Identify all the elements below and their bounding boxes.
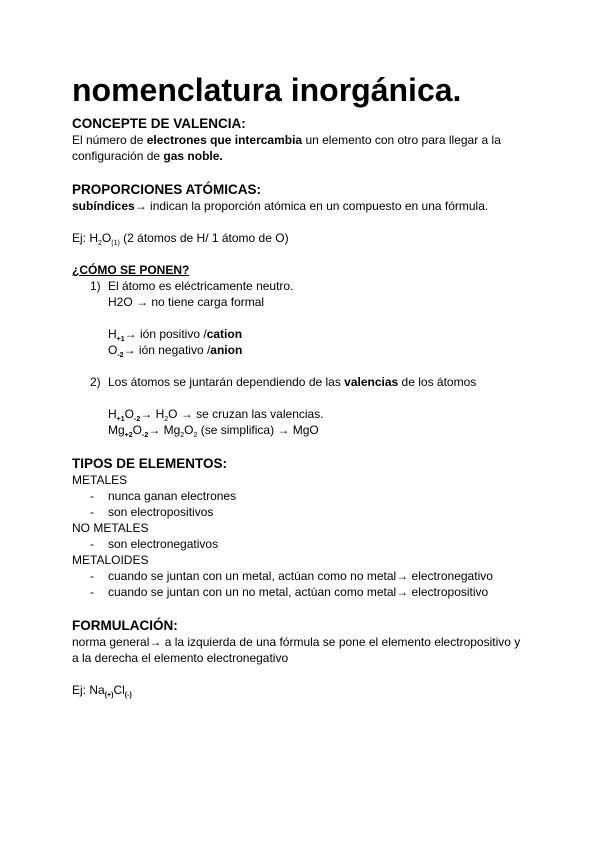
valence-example-1: $H_{+1}O_{-2}\to H_2O$ → se cruzan las valencias. (108, 407, 324, 423)
document-page (72, 70, 532, 698)
tipos-heading: TIPOS DE ELEMENTOS: (72, 456, 228, 471)
como-item-1: 1) El átomo es eléctricamente neutro. (90, 279, 294, 293)
nometales-label: NO METALES (72, 521, 149, 535)
como-item-2: 2) Los átomos se juntarán dependiendo de las valencias de los átomos (90, 375, 477, 389)
list-item: - cuando se juntan con un metal, actúan como no metal→ electronegativo (90, 569, 493, 583)
valence-example-2: $Mg_{+2}O_{-2}\to Mg_2O_2$ (se simplifica) → MgO (108, 423, 319, 439)
formulacion-line-2: a la derecha el elemento electronegativo (72, 651, 289, 665)
proporciones-example: Ej: $H_2O_{(1)}$ (2 átomos de H/ 1 átomo de O) (72, 231, 289, 247)
cation-line: $H_{+1}\to$ ión positivo /cation (108, 327, 243, 343)
subindices-line: subíndices→ indican la proporción atómica en un compuesto en una fórmula. (72, 199, 489, 213)
formulacion-line-1: norma general→ a la izquierda de una fórmula se pone el elemento electropositivo y (72, 635, 521, 649)
formulacion-example: Ej: $Na_{(+)}Cl_{(-)}$ (72, 683, 132, 699)
valencia-line-2: configuración de gas noble. (72, 149, 223, 163)
metales-label: METALES (72, 473, 128, 487)
proporciones-heading: PROPORCIONES ATÓMICAS: (72, 182, 262, 197)
list-item: - son electronegativos (90, 537, 219, 551)
metaloides-label: METALOIDES (72, 553, 149, 567)
formulacion-heading: FORMULACIÓN: (72, 618, 178, 633)
valencia-line-1: El número de electrones que intercambia un elemento con otro para llegar a la (72, 133, 501, 147)
list-item: - cuando se juntan con un no metal, actúan como metal→ electropositivo (90, 585, 489, 599)
anion-line: $O_{-2}\to$ ión negativo /anion (108, 343, 243, 359)
list-item: - nunca ganan electrones (90, 489, 237, 503)
como-item-1-line-2: H2O → no tiene carga formal (108, 295, 265, 309)
como-heading: ¿CÓMO SE PONEN? (72, 263, 190, 277)
list-item: - son electropositivos (90, 505, 214, 519)
page-title: nomenclatura inorgánica. (72, 72, 462, 108)
valencia-heading: CONCEPTE DE VALENCIA: (72, 116, 246, 131)
